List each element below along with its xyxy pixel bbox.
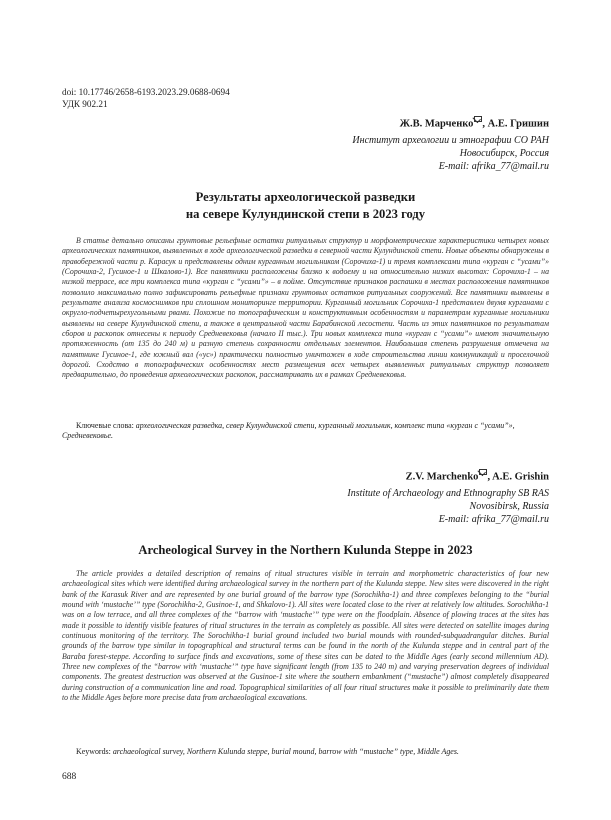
- ru-keywords-list: археологическая разведка, север Кулундинской степи, курганный могильник, комплекс типа «курган с “усами”», Средневековье.: [62, 421, 515, 441]
- ru-title: [62, 189, 549, 223]
- envelope-icon[interactable]: [474, 116, 482, 122]
- page-number: 688: [62, 772, 77, 782]
- doi[interactable]: doi: 10.17746/2658-6193.2023.29.0688-0694: [62, 87, 230, 97]
- udk: УДК 902.21: [62, 98, 108, 109]
- en-affiliation: [347, 487, 549, 526]
- en-author-sep: ,: [487, 471, 493, 483]
- en-affil-city: Novosibirsk, Russia: [469, 501, 549, 512]
- ru-affil-city: Новосибирск, Россия: [459, 148, 549, 159]
- ru-keywords: [62, 421, 549, 442]
- ru-authors: [400, 116, 549, 130]
- article-meta: [62, 87, 230, 110]
- ru-author-1: Ж.В. Марченко: [399, 118, 474, 130]
- en-affil-institute: Institute of Archaeology and Ethnography SB RAS: [347, 488, 549, 499]
- ru-affiliation: [352, 134, 549, 173]
- ru-affil-email[interactable]: E-mail: afrika_77@mail.ru: [438, 161, 549, 172]
- ru-affil-institute: Институт археологии и этнографии СО РАН: [352, 135, 549, 146]
- en-keywords-label: Keywords:: [76, 747, 113, 756]
- ru-keywords-label: Ключевые слова:: [76, 421, 136, 430]
- envelope-icon[interactable]: [479, 469, 487, 475]
- en-title: Archeological Survey in the Northern Kulunda Steppe in 2023: [138, 543, 473, 557]
- ru-title-line-1: Результаты археологической разведки: [195, 190, 416, 204]
- ru-author-sep: ,: [482, 118, 488, 130]
- en-authors: [406, 469, 549, 483]
- ru-title-line-2: на севере Кулундинской степи в 2023 году: [185, 207, 426, 221]
- en-keywords-list: archaeological survey, Northern Kulunda steppe, burial mound, barrow with “mustache” type, Middle Ages.: [112, 747, 459, 756]
- ru-author-2: А.Е. Гришин: [487, 118, 549, 130]
- en-abstract: The article provides a detailed description of remains of ritual structures visible in terrain and morphometric characteristics of four new archaeological sites which were identified during archaeological survey in the northern part of the Kulunda steppe. New sites were discovered in the right bank of the Karasuk River and are represented by one burial ground of the barrow type (Sorochikha-1) and three complexes belonging to the “burial mound with ‘mustache’” type (Sorochikha-2, Gusinoe-1, and Shkalovo-1). All sites were located close to the river at relatively low altitudes. Sorochikha-1 was on a low terrace, and all three complexes of the “barrow with ‘mustache’” type were on the floodplain. Absence of plowing traces at the sites has made it possible to identify visible features of ritual structures in the terrain as completely as possible. All sites were detected on satellite images during continuous monitoring of the territory. The Sorochikha-1 burial ground included two burial mounds with rounded-subquadrangular ditches. Burial grounds of the barrow type similar in topographical and structural terms can be found in the north of the Kulunda steppe and in central part of the Baraba forest-steppe. According to surface finds and excavations, some of these sites can be dated to the Middle Ages (early second millennium AD). Three new complexes of the “barrow with ‘mustache’” type have significant length (from 135 to 240 m) and varying preservation degrees of individual components. The greatest destruction was observed at the Gusinoe-1 site where the southern embankment (“mustache”) almost completely disappeared during construction of a communication line and road. Topographical similarities of all four ritual structures make it possible to preliminarily date them to the Middle Ages before more precise data from archaeological excavations.: [62, 569, 549, 703]
- en-author-2: A.E. Grishin: [492, 471, 549, 483]
- en-affil-email[interactable]: E-mail: afrika_77@mail.ru: [438, 514, 549, 525]
- en-keywords: [62, 747, 549, 757]
- en-author-1: Z.V. Marchenko: [405, 471, 479, 483]
- ru-abstract: В статье детально описаны грунтовые рельефные остатки ритуальных структур и морфометрические характеристики четырех новых археологических памятников, выявленных в ходе археологической разведки в северной части Кулундинской степи. Новые объекты обнаружены в правобережной части р. Карасук и представлены одним курганным могильником (Сорочиха-1) и тремя комплексами типа «курган с “усами”» (Сорочиха-2, Гусиное-1 и Шкалово-1). Все памятники расположены близко к водоему и на относительно низких высотах: Сорочиха-1 – на низкой террасе, все три комплекса типа «курган с “усами”» – в пойме. Отсутствие признаков распашки в местах расположения памятников позволило максимально полно зафиксировать рельефные признаки грунтовых остатков ритуальных сооружений. Все памятники выявлены в результате анализа космоснимков при сплошном мониторинге территории. Курганный могильник Сорочиха-1 представлен двумя курганами с округло-подчетырехугольными рвами. Похожие по топографическим и конструктивным особенностям и параметрам курганные могильники выявлены на севере Кулундинской степи, а также в центральной части Барабинской лесостепи. Часть из этих памятников по результатам сборов и раскопок отнесены к периоду Средневековья (начало II тыс.). Три новых комплекса типа «курган с “усами”» имеют значительную протяженность (от 135 до 240 м) и разную степень сохранности отдельных элементов. Наибольшая степень разрушения отмечена на памятнике Гусиное-1, где южный вал («ус») практически полностью уничтожен в ходе строительства линии коммуникаций и проселочной дорогой. Сходство в топографических особенностях мест размещения всех четырех выявленных ритуальных структур позволяет предварительно, до проведения археологических раскопок, рассматривать их в рамках Средневековья.: [62, 236, 549, 380]
